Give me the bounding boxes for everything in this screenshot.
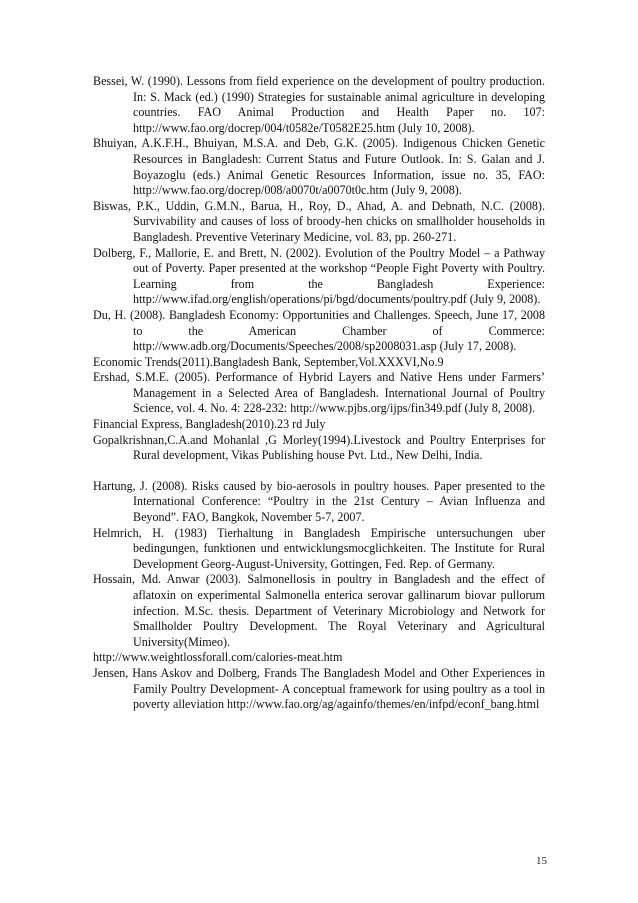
reference-financial-express: Financial Express, Bangladesh(2010).23 rd July [93, 417, 326, 432]
reference-du: Du, H. (2008). Bangladesh Economy: Opportunities and Challenges. Speech, June 17, 2008 to the American Chamber of Commerce: http://www.adb.org/Documents/Speeches/2008/sp2008031.asp (July 17, 2008). [93, 307, 545, 354]
reference-list [93, 74, 545, 713]
reference-bessei: Bessei, W. (1990). Lessons from field experience on the development of poultry production. In: S. Mack (ed.) (1990) Strategies for sustainable animal agriculture in developing countries. FAO Animal Production and Health Paper no. 107: http://www.fao.org/docrep/004/t0582e/T0582E25.htm (July 10, 2008). [93, 74, 545, 135]
reference-biswas: Biswas, P.K., Uddin, G.M.N., Barua, H., Roy, D., Ahad, A. and Debnath, N.C. (2008). Survivability and causes of loss of broody-hen chicks on smallholder households in Bangladesh. Preventive Veterinary Medicine, vol. 83, pp. 260-271. [93, 198, 545, 244]
reference-economic-trends: Economic Trends(2011).Bangladesh Bank, September,Vol.XXXVI,No.9 [93, 354, 444, 369]
reference-weightlossforall-url: http://www.weightlossforall.com/calories-meat.htm [93, 650, 343, 665]
reference-helmrich: Helmrich, H. (1983) Tierhaltung in Bangladesh Empirische untersuchungen uber bedingungen, funktionen und entwicklungsmocglichkeiten. The Institute for Rural Development Georg-August-University, Gottingen, Fed. Rep. of Germany. [93, 525, 545, 571]
reference-hossain: Hossain, Md. Anwar (2003). Salmonellosis in poultry in Bangladesh and the effect of aflatoxin on experimental Salmonella enterica serovar gallinarum biovar pullorum infection. M.Sc. thesis. Department of Veterinary Microbiology and Network for Smallholder Poultry Development. The Royal Veterinary and Agricultural University(Mimeo). [93, 572, 545, 649]
page-number: 15 [536, 855, 547, 867]
reference-dolberg: Dolberg, F., Mallorie, E. and Brett, N. (2002). Evolution of the Poultry Model – a Pathway out of Poverty. Paper presented at the workshop “People Fight Poverty with Poultry. Learning from the Bangladesh Experience: http://www.ifad.org/english/operations/pi/bgd/documents/poultry.pdf (July 9, 2008). [93, 245, 545, 307]
reference-gopalkrishnan: Gopalkrishnan,C.A.and Mohanlal ,G Morley(1994).Livestock and Poultry Enterprises for Rural development, Vikas Publishing house Pvt. Ltd., New Delhi, India. [93, 432, 545, 463]
reference-hartung: Hartung, J. (2008). Risks caused by bio-aerosols in poultry houses. Paper presented to the International Conference: “Poultry in the 21st Century – Avian Influenza and Beyond”. FAO, Bangkok, November 5-7, 2007. [93, 478, 545, 525]
reference-bhuiyan: Bhuiyan, A.K.F.H., Bhuiyan, M.S.A. and Deb, G.K. (2005). Indigenous Chicken Genetic Resources in Bangladesh: Current Status and Future Outlook. In: S. Galan and J. Boyazoglu (eds.) Animal Genetic Resources Information, issue no. 35, FAO: http://www.fao.org/docrep/008/a0070t/a0070t0c.htm (July 9, 2008). [93, 136, 545, 198]
reference-jensen: Jensen, Hans Askov and Dolberg, Frands The Bangladesh Model and Other Experiences in Family Poultry Development- A conceptual framework for using poultry as a tool in poverty alleviation http://www.fao.org/ag/againfo/themes/en/infpd/econf_bang.html [93, 665, 545, 712]
reference-ershad: Ershad, S.M.E. (2005). Performance of Hybrid Layers and Native Hens under Farmers’ Management in a Selected Area of Bangladesh. International Journal of Poultry Science, vol. 4. No. 4: 228-232: http://www.pjbs.org/ijps/fin349.pdf (July 8, 2008). [93, 370, 545, 416]
